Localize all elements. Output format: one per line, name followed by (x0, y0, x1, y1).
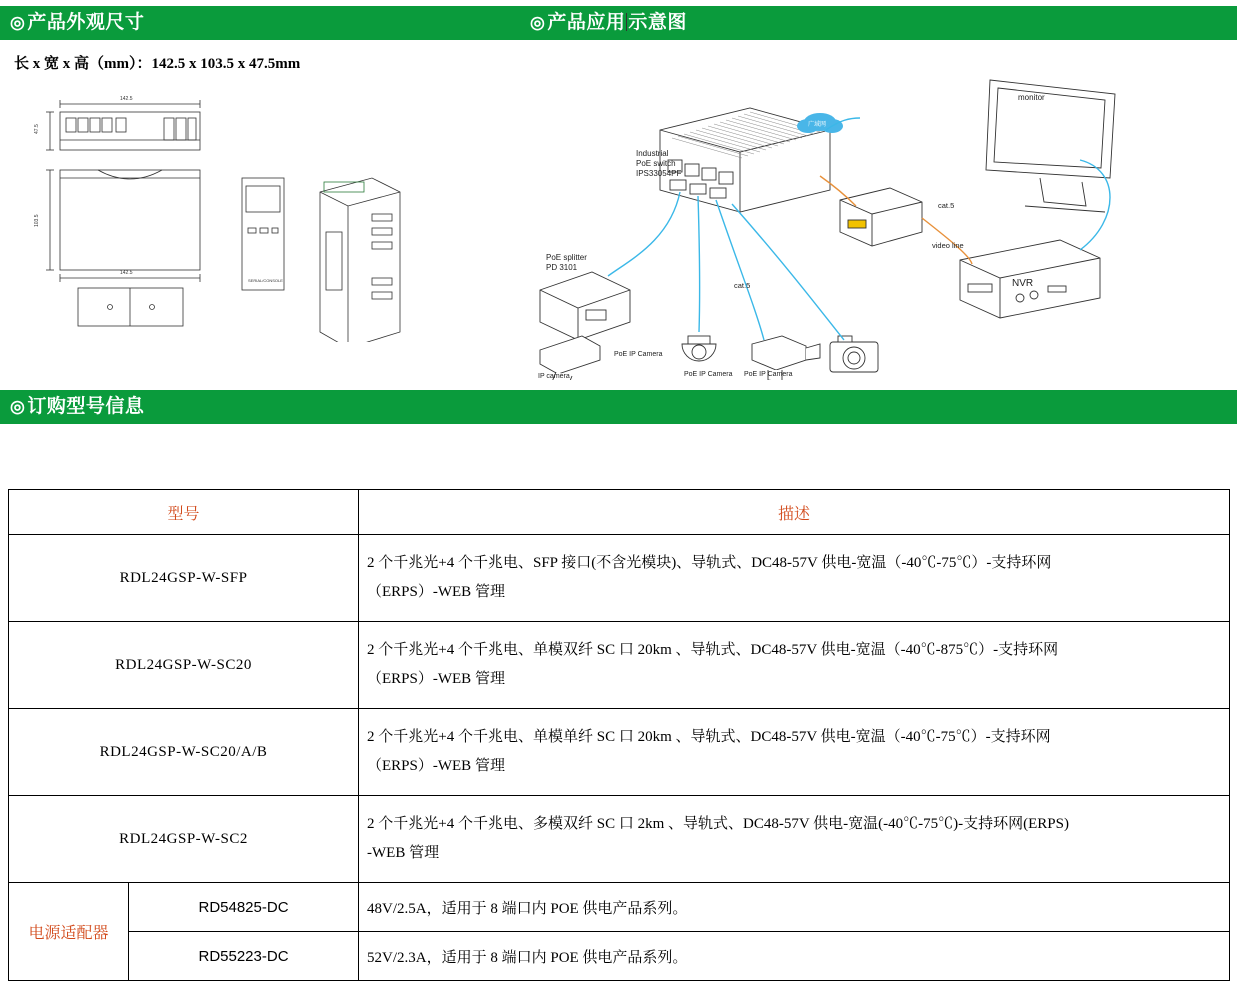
nvr-label: NVR (1012, 278, 1034, 289)
dim-depth-label: 103.5 (34, 214, 40, 227)
monitor-label: monitor (1018, 93, 1045, 102)
poe-camera-label-3: PoE IP Camera (744, 371, 793, 378)
dim-width-label: 142.5 (120, 96, 133, 102)
section-header-order (0, 390, 1237, 424)
model-description (359, 535, 1230, 622)
splitter-label-1: PoE splitter (546, 253, 587, 262)
bullet-icon: ◎ (530, 13, 546, 32)
poe-camera-label-2: PoE IP Camera (684, 371, 733, 378)
section-title-application-b: 示意图 (628, 12, 687, 33)
order-table (8, 489, 1230, 981)
dim-bottom-width-label: 142.5 (120, 270, 133, 276)
desc-line: -WEB 管理 (367, 845, 440, 861)
model-name: RDL24GSP-W-SC2 (9, 796, 359, 883)
table-row (9, 535, 1230, 622)
desc-line: 2 个千兆光+4 个千兆电、多模双纤 SC 口 2km 、导轨式、DC48-57V 供电-宽温(-40℃-75℃)-支持环网(ERPS) (367, 815, 1069, 832)
poe-camera-label-1: PoE IP Camera (614, 351, 663, 358)
cat5-label-b: cat.5 (938, 201, 955, 210)
column-header-desc: 描述 (359, 490, 1230, 535)
adapter-group-label: 电源适配器 (9, 883, 129, 981)
model-description (359, 622, 1230, 709)
model-name: RDL24GSP-W-SC20/A/B (9, 709, 359, 796)
desc-line: （ERPS）-WEB 管理 (367, 671, 505, 687)
splitter-label-2: PD 3101 (546, 263, 578, 272)
mechanical-drawing (20, 82, 500, 342)
cloud-label: 广域网 (808, 122, 827, 128)
application-diagram (520, 60, 1230, 380)
section-header-application (520, 6, 1237, 40)
model-description (359, 709, 1230, 796)
switch-label-1: Industrial (636, 149, 669, 158)
adapter-description: 48V/2.5A，适用于 8 端口内 POE 供电产品系列。 (359, 883, 1230, 932)
table-row (9, 796, 1230, 883)
desc-line: 2 个千兆光+4 个千兆电、单模单纤 SC 口 20km 、导轨式、DC48-57V 供电-宽温（-40℃-75℃）-支持环网 (367, 728, 1051, 745)
switch-label-3: IPS33054PF (636, 169, 682, 178)
model-name: RDL24GSP-W-SFP (9, 535, 359, 622)
section-header-dimensions (0, 6, 520, 40)
table-row (9, 709, 1230, 796)
desc-line: 2 个千兆光+4 个千兆电、单模双纤 SC 口 20km 、导轨式、DC48-57V 供电-宽温（-40℃-875℃）-支持环网 (367, 641, 1059, 658)
cat5-label-a: cat.5 (734, 281, 751, 290)
switch-label-2: PoE switch (636, 159, 676, 168)
model-description (359, 796, 1230, 883)
desc-line: 2 个千兆光+4 个千兆电、SFP 接口(不含光模块)、导轨式、DC48-57V 供电-宽温（-40℃-75℃）-支持环网 (367, 554, 1052, 571)
video-line-label: video line (932, 241, 964, 250)
section-title-application-a: 产品应用 (547, 12, 626, 33)
table-row (9, 622, 1230, 709)
table-row-adapter (9, 932, 1230, 981)
adapter-description: 52V/2.3A，适用于 8 端口内 POE 供电产品系列。 (359, 932, 1230, 981)
section-title-dimensions: 产品外观尺寸 (27, 12, 145, 33)
adapter-model: RD54825-DC (129, 883, 359, 932)
adapter-model: RD55223-DC (129, 932, 359, 981)
model-name: RDL24GSP-W-SC20 (9, 622, 359, 709)
dimension-text: 长 x 宽 x 高（mm）：142.5 x 103.5 x 47.5mm (14, 56, 301, 72)
ip-camera-label: IP camera (538, 373, 570, 380)
table-header-row (9, 490, 1230, 535)
desc-line: （ERPS）-WEB 管理 (367, 758, 505, 774)
table-row-adapter (9, 883, 1230, 932)
face-label: SERIAL/CONSOLE (248, 278, 283, 283)
section-title-order: 订购型号信息 (27, 396, 145, 417)
dim-height-label: 47.5 (34, 124, 40, 134)
bullet-icon: ◎ (10, 397, 26, 416)
desc-line: （ERPS）-WEB 管理 (367, 584, 505, 600)
column-header-model: 型号 (9, 490, 359, 535)
bullet-icon: ◎ (10, 13, 26, 32)
